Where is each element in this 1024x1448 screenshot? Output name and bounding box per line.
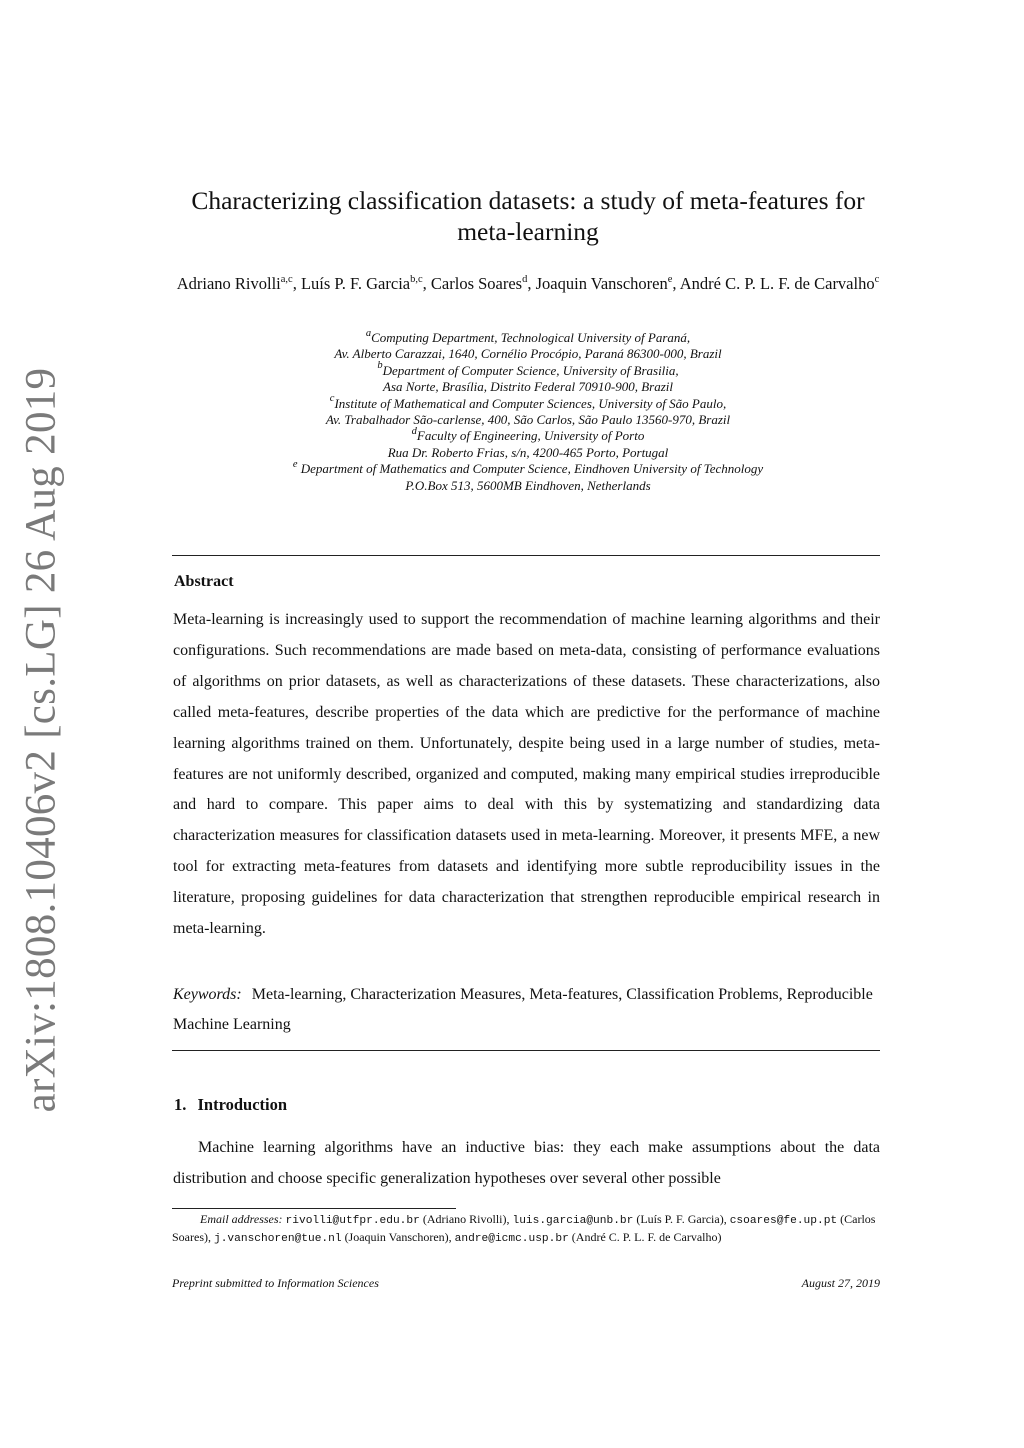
author-separator: , bbox=[672, 274, 680, 293]
affiliation-line bbox=[172, 458, 884, 477]
email-owner: (Joaquin Vanschoren) bbox=[344, 1229, 449, 1244]
footer-left: Preprint submitted to Information Sciences bbox=[172, 1276, 379, 1290]
email-separator: , bbox=[448, 1229, 455, 1244]
paper-title bbox=[172, 185, 884, 247]
author-separator: , bbox=[292, 274, 301, 293]
affiliation-text: P.O.Box 513, 5600MB Eindhoven, Netherlands bbox=[405, 477, 651, 493]
affiliation-text: Institute of Mathematical and Computer Sciences, University of São Paulo, bbox=[334, 395, 727, 411]
author bbox=[680, 274, 880, 293]
author bbox=[301, 274, 431, 293]
affiliation-mark: b bbox=[377, 360, 383, 372]
affiliation-text: Department of Mathematics and Computer Science, Eindhoven University of Technology bbox=[297, 461, 764, 477]
affiliation-mark: c bbox=[329, 393, 335, 405]
keywords-text: Meta-learning, Characterization Measures, Meta-features, Classification Problems, Reproducible Machine Learning bbox=[173, 986, 873, 1033]
affiliation-line bbox=[172, 412, 884, 428]
affiliation-mark: a bbox=[365, 327, 372, 339]
affiliation-text: Department of Computer Science, University of Brasilia, bbox=[382, 362, 679, 378]
author-affiliation-mark: b,c bbox=[410, 273, 423, 285]
affiliation-line bbox=[172, 393, 884, 412]
author bbox=[177, 274, 301, 293]
footnote bbox=[172, 1212, 880, 1247]
arxiv-stamp: arXiv:1808.10406v2 [cs.LG] 26 Aug 2019 bbox=[17, 367, 65, 1113]
email-separator: , bbox=[723, 1212, 730, 1226]
email-owner: (Carlos Soares) bbox=[172, 1212, 876, 1244]
author-affiliation-mark: c bbox=[874, 273, 880, 285]
email-address[interactable]: andre@icmc.usp.br bbox=[454, 1232, 569, 1245]
author-affiliation-mark: a,c bbox=[280, 273, 293, 285]
bottom-divider bbox=[172, 1050, 880, 1051]
abstract-text: Meta-learning is increasingly used to support the recommendation of machine learning algorithms and their configurations. Such recommendations are made based on meta-data, consisting of performance evaluations of algorithms on prior datasets, as well as characterizations of these datasets. These characterizations, also called meta-features, describe properties of the data which are predictive for the performance of machine learning algorithms trained on them. Unfortunately, despite being used in a large number of studies, meta-features are not uniformly described, organized and computed, making many empirical studies irreproducible and hard to compare. This paper aims to deal with this by systematizing and standardizing data characterization measures for classification datasets used in meta-learning. Moreover, it presents MFE, a new tool for extracting meta-features from datasets and identifying more subtle reproducibility issues in the literature, proposing guidelines for data characterization that strengthen reproducible empirical research in meta-learning. bbox=[173, 611, 880, 938]
section-title: Introduction bbox=[197, 1095, 288, 1114]
author bbox=[536, 274, 680, 293]
author-name: Joaquin Vanschoren bbox=[535, 274, 668, 293]
page-footer bbox=[172, 1276, 880, 1291]
affiliation-text: Av. Trabalhador São-carlense, 400, São Carlos, São Paulo 13560-970, Brazil bbox=[325, 412, 731, 428]
top-divider bbox=[172, 555, 880, 556]
author-name: Carlos Soares bbox=[430, 274, 523, 293]
email-separator: , bbox=[208, 1229, 214, 1244]
title-line-1: Characterizing classification datasets: a study of meta-features for bbox=[191, 186, 865, 215]
author-list bbox=[172, 274, 884, 294]
affiliation-text: Av. Alberto Carazzai, 1640, Cornélio Procópio, Paraná 86300-000, Brazil bbox=[334, 346, 722, 362]
author-name: André C. P. L. F. de Carvalho bbox=[679, 274, 875, 293]
keywords-label: Keywords: bbox=[173, 986, 242, 1003]
affiliation-text: Computing Department, Technological University of Paraná, bbox=[371, 330, 691, 345]
email-address[interactable]: rivolli@utfpr.edu.br bbox=[285, 1215, 420, 1227]
author-separator: , bbox=[422, 274, 431, 293]
email-address[interactable]: csoares@fe.up.pt bbox=[729, 1215, 838, 1227]
intro-paragraph: Machine learning algorithms have an inductive bias: they each make assumptions about the data distribution and choose specific generalization hypotheses over several other possible bbox=[173, 1139, 880, 1187]
abstract-heading: Abstract bbox=[174, 573, 234, 590]
affiliation-line bbox=[172, 478, 884, 494]
email-address[interactable]: luis.garcia@unb.br bbox=[512, 1215, 634, 1227]
affiliation-mark: d bbox=[411, 426, 417, 438]
email-owner: (André C. P. L. F. de Carvalho) bbox=[571, 1229, 722, 1244]
author-affiliation-mark: d bbox=[522, 273, 528, 285]
affiliation-line bbox=[172, 360, 884, 379]
footer-date: August 27, 2019 bbox=[801, 1276, 880, 1290]
author-affiliation-mark: e bbox=[667, 273, 673, 285]
author-name: Adriano Rivolli bbox=[176, 274, 281, 293]
affiliation-text: Asa Norte, Brasília, Distrito Federal 70910-900, Brazil bbox=[383, 379, 673, 395]
footnote-divider bbox=[172, 1208, 456, 1209]
title-line-2: meta-learning bbox=[457, 217, 599, 246]
author-name: Luís P. F. Garcia bbox=[300, 274, 411, 293]
affiliation-line bbox=[172, 346, 884, 362]
affiliation-line bbox=[172, 428, 884, 444]
footnote-label: Email addresses: bbox=[200, 1212, 283, 1226]
keywords bbox=[173, 980, 880, 1040]
affiliation-line bbox=[172, 445, 884, 461]
author bbox=[431, 274, 536, 293]
author-separator: , bbox=[527, 274, 536, 293]
affiliation-list bbox=[172, 327, 884, 494]
affiliation-mark: e bbox=[292, 458, 298, 470]
email-owner: (Luís P. F. Garcia) bbox=[636, 1212, 724, 1226]
section-heading bbox=[174, 1095, 287, 1115]
section-number: 1. bbox=[174, 1095, 187, 1114]
affiliation-line bbox=[172, 327, 884, 346]
affiliation-text: Rua Dr. Roberto Frias, s/n, 4200-465 Porto, Portugal bbox=[387, 444, 669, 460]
affiliation-text: Faculty of Engineering, University of Porto bbox=[416, 428, 645, 444]
email-separator: , bbox=[506, 1212, 513, 1226]
email-address[interactable]: j.vanschoren@tue.nl bbox=[214, 1232, 342, 1245]
affiliation-line bbox=[172, 379, 884, 395]
email-owner: (Adriano Rivolli) bbox=[422, 1212, 507, 1226]
